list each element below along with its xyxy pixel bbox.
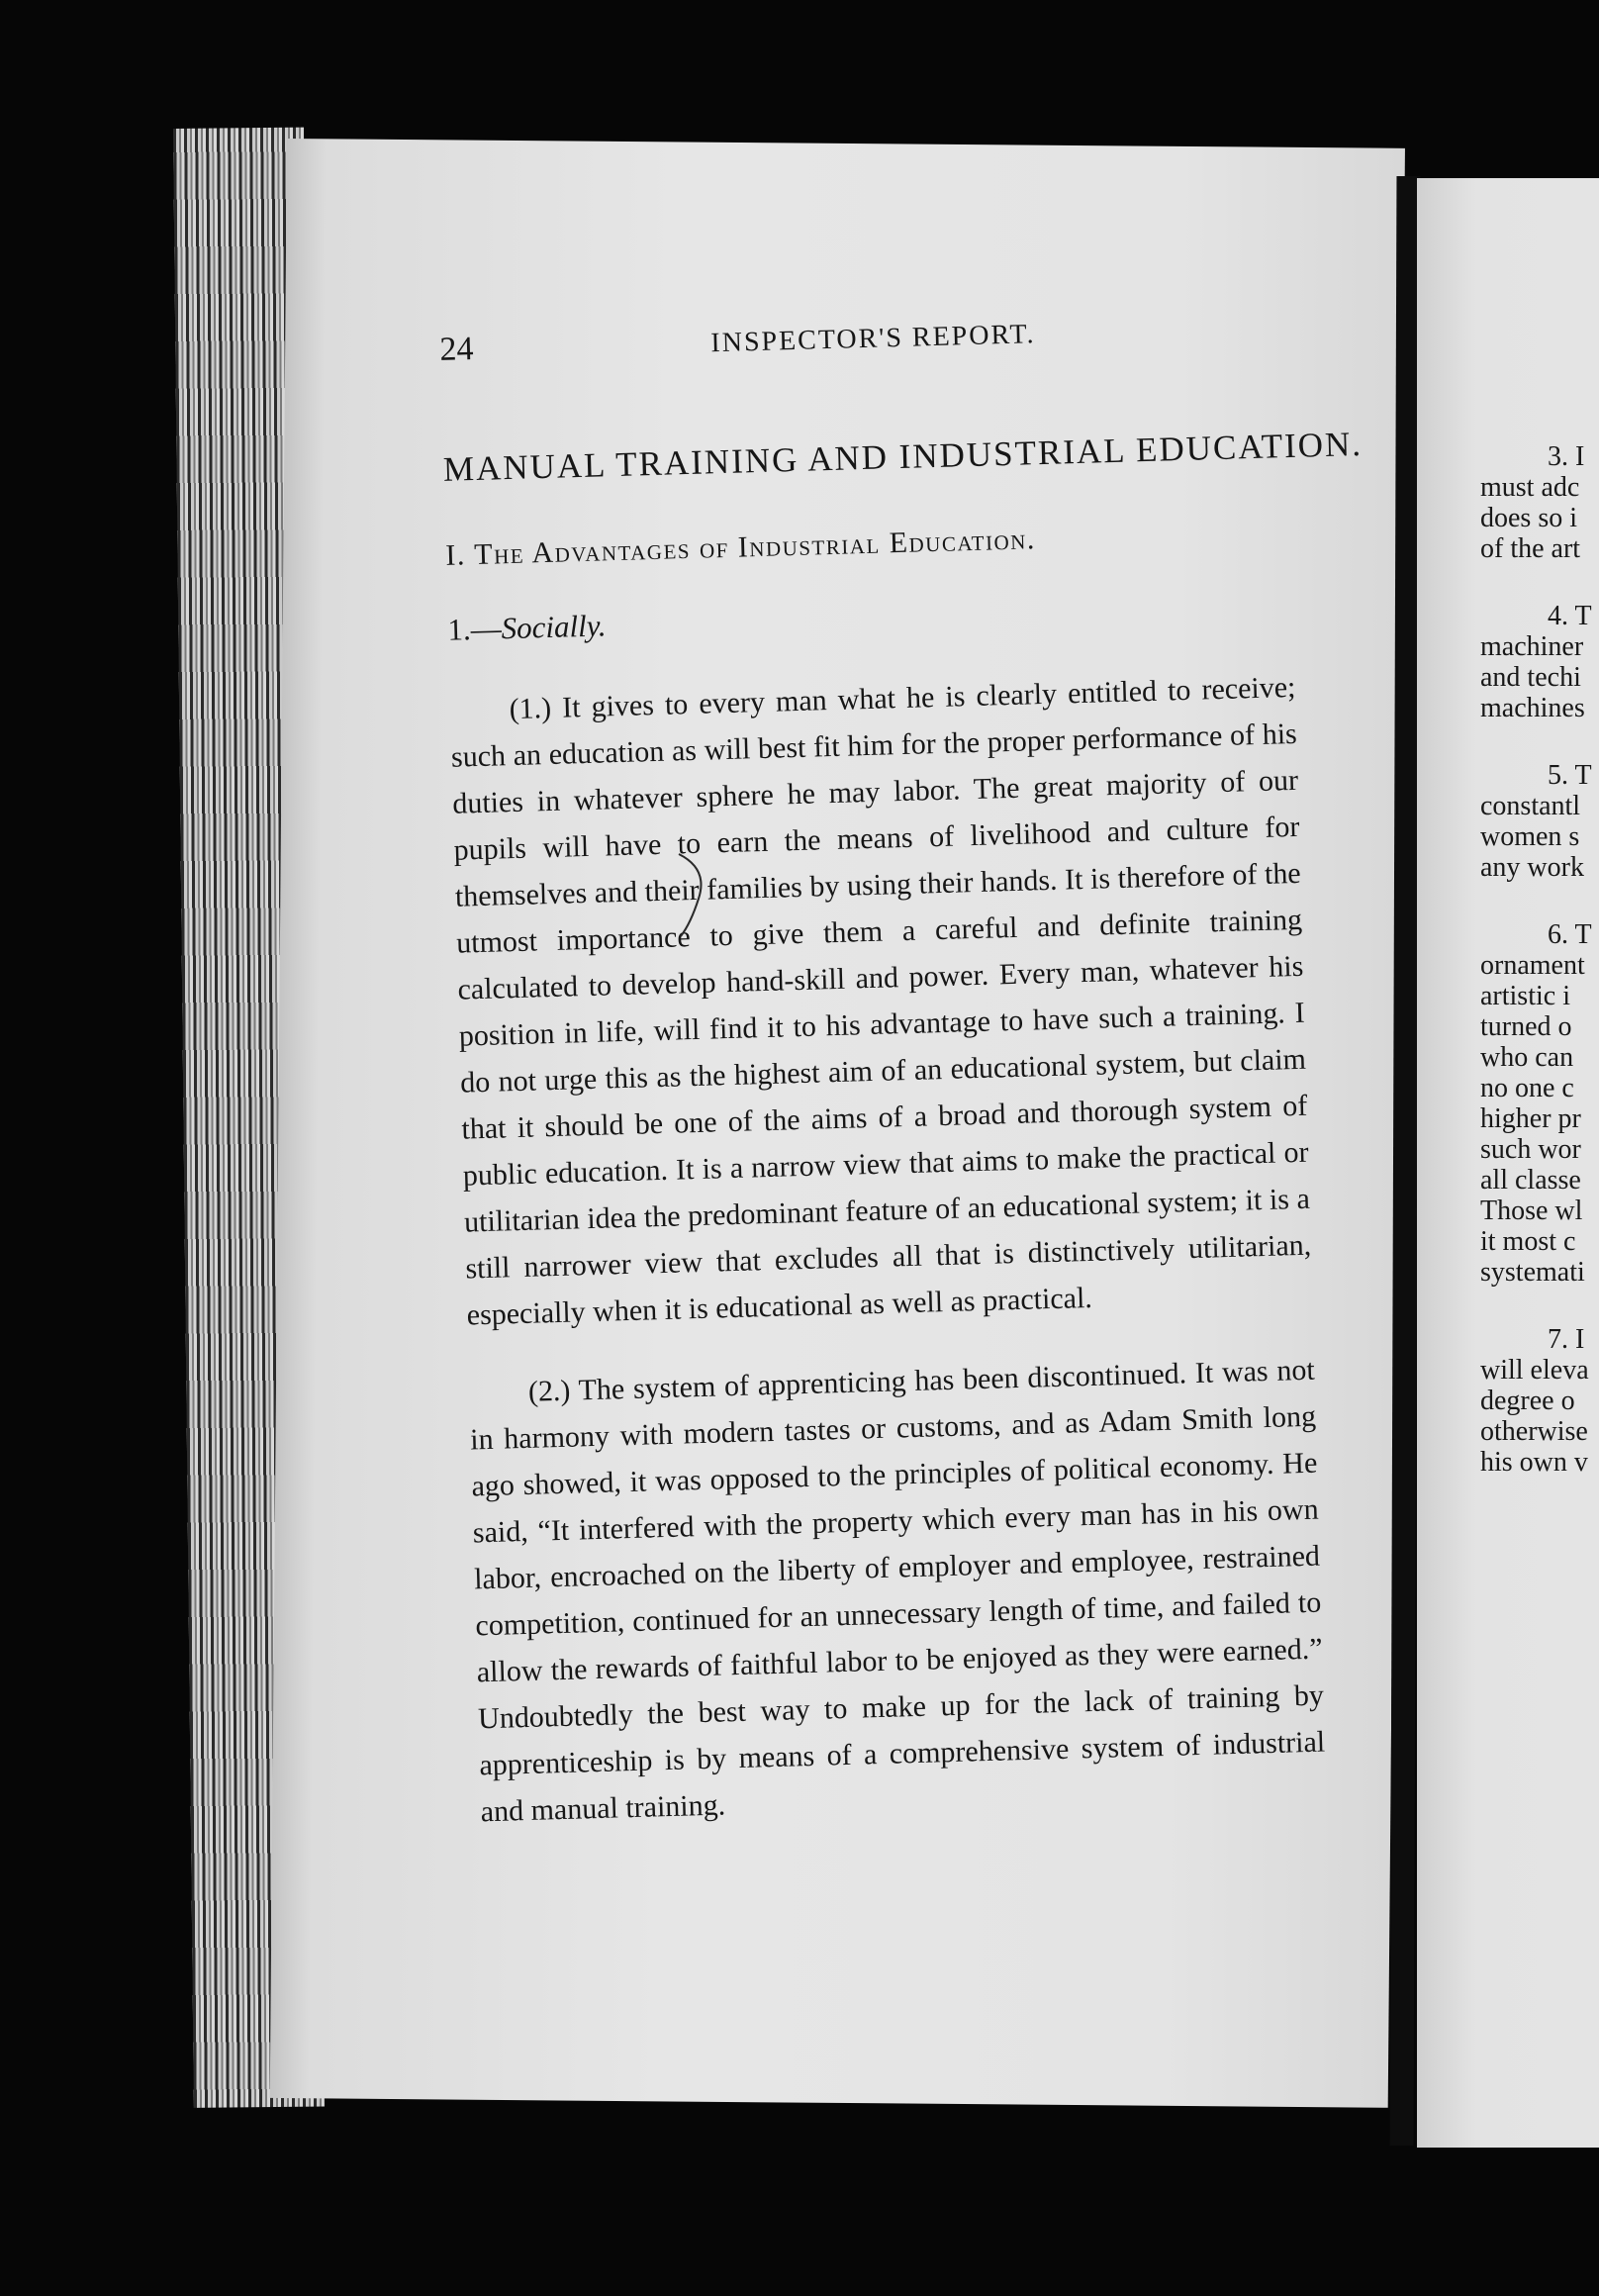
right-fragment: degree o <box>1480 1386 1575 1416</box>
right-fragment: and techi <box>1480 662 1581 693</box>
right-fragment: such wor <box>1480 1134 1581 1165</box>
right-fragment: machines <box>1480 693 1585 723</box>
right-fragment: all classe <box>1480 1165 1581 1196</box>
section-heading: I. The Advantages of Industrial Education. <box>444 523 1037 572</box>
right-fragment: of the art <box>1480 533 1581 564</box>
right-fragment: any work <box>1480 852 1584 883</box>
left-page-text <box>401 271 1364 1836</box>
right-fragment: 7. I <box>1548 1324 1585 1355</box>
pencil-mark <box>669 849 728 938</box>
right-fragment: 4. T <box>1548 601 1592 631</box>
subsection-heading <box>447 588 1321 648</box>
running-head <box>402 307 1314 412</box>
paragraph-1: (1.) It gives to every man what he is clearly entitled to receive; such an education as will best fit him for the proper performance of his duties in whatever sphere he may labor. The great majority of our pupils will have to earn the means of livelihood and culture for themselves and their families by using their hands. It is therefore of the utmost importance to give them a careful and definite training calculated to develop hand-skill and power. Every man, whatever his position in life, will find it to his advantage to have such a training. I do not urge this as the highest aim of an educational system, but claim that it should be one of the aims of a broad and thorough system of public education. It is a narrow view that aims to make the practical or utilitarian idea the predominant feature of an educational system; it is a still narrower view that excludes all that is distinctively utilitarian, especially when it is educational as well as practical. <box>450 670 1312 1332</box>
right-fragment: who can <box>1480 1042 1574 1073</box>
right-fragment: women s <box>1480 821 1580 852</box>
right-fragment: no one c <box>1480 1073 1574 1103</box>
subsection-number: 1.— <box>446 611 503 647</box>
right-fragment: will eleva <box>1480 1355 1589 1386</box>
right-fragment: machiner <box>1480 631 1584 662</box>
right-fragment: does so i <box>1480 503 1577 533</box>
right-fragment: 5. T <box>1548 760 1592 791</box>
running-title: INSPECTOR'S REPORT. <box>709 319 1036 359</box>
right-fragment: turned o <box>1480 1011 1572 1042</box>
right-fragment: artistic i <box>1480 981 1570 1011</box>
chapter-title: MANUAL TRAINING AND INDUSTRIAL EDUCATION. <box>442 424 1364 489</box>
right-fragment: ornament <box>1480 950 1585 981</box>
right-fragment: his own v <box>1480 1447 1588 1478</box>
right-fragment: it most c <box>1480 1226 1576 1257</box>
right-fragment: higher pr <box>1480 1103 1581 1134</box>
subsection-label: Socially. <box>501 608 607 646</box>
right-fragment: 3. I <box>1548 441 1585 472</box>
paragraph-2: (2.) The system of apprenticing has been discontinued. It was not in harmony with modern tastes or customs, and as Adam Smith long ago showed, it was opposed to the principles of political economy. He said, “It interfered with the property which every man has in his own labor, encroached on the liberty of employer and employee, restrained competition, continued for an unnecessary length of time, and failed to allow the rewards of faithful labor to be enjoyed as they were earned.” Undoubtedly the best way to make up for the lack of training by apprenticeship is by means of a comprehensive system of industrial and manual training. <box>469 1353 1326 1829</box>
right-fragment: otherwise <box>1480 1416 1588 1447</box>
page-number: 24 <box>438 330 475 368</box>
right-fragment: constantl <box>1480 791 1581 821</box>
right-fragment: 6. T <box>1548 919 1592 950</box>
right-fragment: must adc <box>1480 472 1580 503</box>
right-page-text <box>1480 441 1592 1478</box>
right-fragment: systemati <box>1480 1257 1585 1288</box>
right-fragment: Those wl <box>1480 1196 1583 1226</box>
